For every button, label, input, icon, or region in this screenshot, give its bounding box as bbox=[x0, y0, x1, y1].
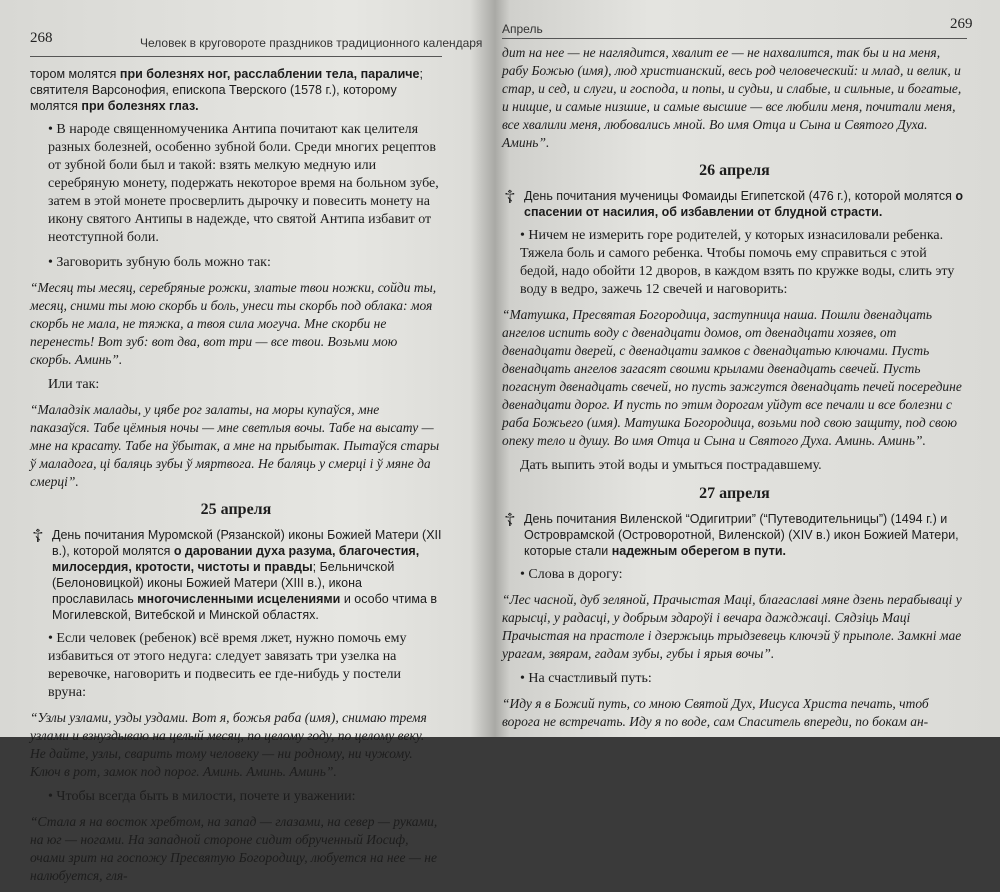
bullet-paragraph: • Заговорить зубную боль можно так: bbox=[30, 254, 442, 272]
paragraph: Дать выпить этой воды и умыться пострадавшему. bbox=[520, 458, 822, 473]
bullet-paragraph: • Слова в дорогу: bbox=[502, 566, 967, 584]
bullet-paragraph: • Если человек (ребенок) всё время лжет, нужно помочь ему избавиться от этого недуга: следует завязать три узелка на веревочке, наговорить и подвесить ее где-нибудь у постели вруна: bbox=[30, 630, 442, 702]
running-head-left: Человек в круговороте праздников традиционного календаря bbox=[140, 36, 483, 50]
feast-entry bbox=[502, 188, 967, 220]
feast-entry bbox=[30, 527, 442, 623]
incantation-text: “Матушка, Пресвятая Богородица, заступница наша. Пошли двенадцать ангелов испить воду с двенадцати домов, от двенадцати хозяев, от двенадцати дверей, с двенадцати замков с двенадцатью ключами. Пусть двенадцать ангелов загасят своими крылами двенадцать свечей. Пусть погаснут двенадцать свечей, но пусть зажгутся двенадцать печей посередине двенадцати дорог. И пусть по этим дорогам уйдут все печали и все болезни с раба Божьего (имя). Матушка Богородица, возьми под свою защиту, под свою опеку тело и душу. Во имя Отца и Сына и Святого Духа. Аминь. Аминь”. bbox=[502, 307, 962, 448]
header-rule-left bbox=[30, 56, 442, 57]
incantation-text: “Лес часной, дуб зеляной, Прачыстая Маці, благаславі мяне дзень перабываці у карысці, у радасці, у добрым здароўі і вечара дажджаці. Сядзіць Маці Прачыстая на прастоле і дзержыць трыдзевець ключэй ў прыполе. Замкні мае урагам, звярам, гадам зубы, губы і ярыя вочы”. bbox=[502, 592, 962, 661]
incantation-text: “Иду я в Божий путь, со мною Святой Дух, Иисуса Христа печать, чтоб ворога не встречать. Иду я по воде, сам Спаситель впереди, по бокам ан- bbox=[502, 696, 929, 729]
right-page bbox=[480, 0, 1000, 737]
incantation-text: “Месяц ты месяц, серебряные рожки, златые твои ножки, сойди ты, месяц, сними ты мою скорбь и боль, унеси ты скорбь под облака: моя скорбь не мала, не тяжка, а твоя сила могуча. Мне скорби не перенесть! Вот зуб: вот два, вот три — все твои. Возьми мою скорбь. Аминь”. bbox=[30, 280, 437, 367]
bullet-paragraph: • Чтобы всегда быть в милости, почете и уважении: bbox=[30, 788, 442, 806]
date-heading: 26 апреля bbox=[699, 162, 770, 179]
page-number-left: 268 bbox=[30, 30, 53, 46]
paragraph: тором молятся при болезнях ног, расслаблении тела, параличе; святителя Варсонофия, епископа Тверского (1578 г.), которому молятся при болезнях глаз. bbox=[30, 67, 423, 113]
orthodox-cross-icon: ☦ bbox=[504, 510, 516, 530]
left-page bbox=[0, 0, 483, 883]
incantation-text: “Маладзік малады, у цябе рог залаты, на моры купаўся, мне паказаўся. Табе цёмныя ночы — мне светлыя вочы. Табе на высату — мне на красату. Табе на ўбытак, а мне на прыбытак. Пытаўся стары ў маладога, ці баляць зубы ў мяртвога. Не баляць у смерці і ў мяне да смерці”. bbox=[30, 402, 440, 489]
left-page-body bbox=[30, 66, 442, 892]
incantation-text: “Стала я на восток хребтом, на запад — глазами, на север — руками, на юг — ногами. На западной стороне сидит обрученный Иосиф, очами зрит на госпожу Пресвятую Богородицу, любуется на нее — не налюбуется, гля- bbox=[30, 814, 438, 883]
paragraph: Или так: bbox=[48, 377, 100, 392]
feast-description: День почитания Виленской “Одигитрии” (“Путеводительницы”) (1494 г.) и Островрамской (Островоротной, Виленской) (XIV в.) икон Божией Матери, которые стали надежным оберегом в пути. bbox=[524, 512, 959, 558]
bullet-paragraph: • В народе священномученика Антипа почитают как целителя разных болезней, особенно зубной боли. Среди многих рецептов от зубной боли был и такой: взять мелкую медную или серебряную монету, подержать некоторое время на больном зубе, затем в этой монете просверлить дырочку и повесить монету на икону святого Антипы в надежде, что святой Антипа избавит от неотступной боли. bbox=[30, 121, 442, 247]
orthodox-cross-icon: ☦ bbox=[32, 526, 44, 546]
running-head-right: Апрель bbox=[502, 22, 543, 36]
date-heading: 27 апреля bbox=[699, 485, 770, 502]
bullet-paragraph: • Ничем не измерить горе родителей, у которых изнасиловали ребенка. Тяжела боль и самого ребенка. Чтобы помочь ему справиться с этой бедой, надо обойти 12 дворов, в каждом взять по кружке воды, слить эту воду в ведро, зажечь 12 свечей и наговорить: bbox=[502, 227, 967, 299]
feast-description: День почитания Муромской (Рязанской) иконы Божией Матери (XII в.), которой молятся о даровании духа разума, благочестия, милосердия, кротости, чистоты и правды; Бельничской (Белоновицкой) иконы Божией Матери (XIII в.), икона прославилась многочисленными исцелениями и особо чтима в Могилевской, Витебской и Минской областях. bbox=[52, 528, 442, 622]
bullet-paragraph: • На счастливый путь: bbox=[502, 670, 967, 688]
feast-entry bbox=[502, 511, 967, 559]
feast-description: День почитания мученицы Фомаиды Египетской (476 г.), которой молятся о спасении от насилия, об избавлении от блудной страсти. bbox=[524, 189, 963, 219]
date-heading: 25 апреля bbox=[200, 501, 272, 518]
page-number-right: 269 bbox=[950, 16, 973, 32]
orthodox-cross-icon: ☦ bbox=[504, 187, 516, 207]
header-rule-right bbox=[502, 38, 967, 39]
incantation-text: “Узлы узлами, узды уздами. Вот я, божья раба (имя), снимаю тремя узлами и взнуздываю на целый месяц, по целому году, по целому веку. Не дайте, узлы, сварить тому человеку — ни родному, ни чужому. Ключ в рот, замок под порог. Аминь. Аминь. Аминь”. bbox=[30, 710, 427, 779]
incantation-text: дит на нее — не наглядится, хвалит ее — не нахвалится, так бы и на меня, рабу Божью (имя), люд христианский, весь род человеческий: и млад, и велик, и стар, и сед, и слуги, и господа, и попы, и судьи, и слабые, и сильные, и богатые, и нищие, и самые низшие, и самые высшие — все любили меня, почитали меня, все хвалили меня, любовались мной. Во имя Отца и Сына и Святого Духа. Аминь”. bbox=[502, 45, 962, 150]
right-page-body bbox=[502, 44, 967, 738]
